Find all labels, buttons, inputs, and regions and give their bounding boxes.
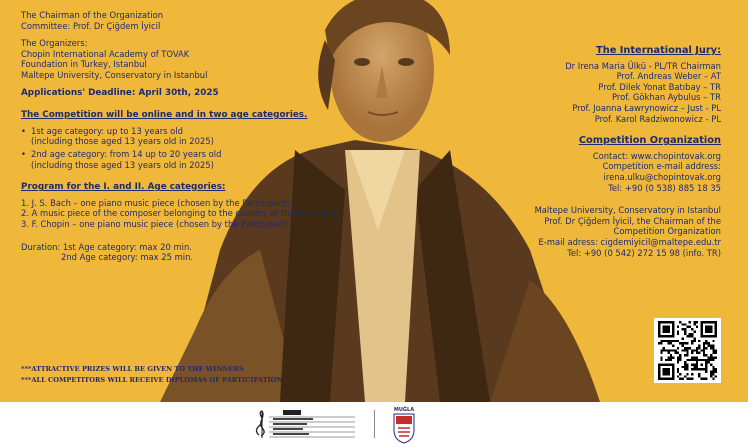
organizers-block bbox=[21, 38, 391, 80]
category-1-line-1: • 1st age category: up to 13 years old bbox=[31, 125, 183, 136]
category-2-line-1: • 2nd age category: from 14 up to 20 years old bbox=[31, 148, 222, 159]
maltepe-line: Maltepe University, Conservatory in Istanbul bbox=[534, 205, 721, 216]
jury-member: Prof. Andreas Weber – AT bbox=[616, 71, 721, 82]
duration-block bbox=[21, 242, 391, 263]
program-item-1: 1. J. S. Bach – one piano music piece (chosen by the Participant) bbox=[21, 197, 291, 208]
maltepe-block bbox=[421, 205, 721, 258]
chairman-block bbox=[21, 10, 391, 31]
qr-code[interactable] bbox=[654, 318, 721, 383]
tovak-logo bbox=[253, 409, 357, 439]
organization-heading: Competition Organization bbox=[578, 135, 721, 147]
jury-member: Dr Irena Maria Ülkü - PL/TR Chairman bbox=[565, 60, 721, 71]
maltepe-line: Prof. Dr Çiğdem İyicil, the Chairman of the bbox=[544, 215, 721, 226]
maltepe-line: Competition Organization bbox=[613, 226, 721, 237]
jury-member: Prof. Karol Radziwonowicz - PL bbox=[594, 113, 721, 124]
category-1-line-2: (including those aged 13 years old in 2025) bbox=[31, 136, 214, 147]
duration-line-2: 2nd Age category: max 25 min. bbox=[61, 252, 194, 263]
chair-line-2: Committee: Prof. Dr Çiğdem İyicil bbox=[21, 20, 161, 31]
contact-phone: Tel: +90 (0 538) 885 18 35 bbox=[608, 182, 721, 193]
qr-code-icon bbox=[657, 321, 718, 380]
jury-member: Prof. Dilek Yonat Batıbay – TR bbox=[598, 81, 721, 92]
deadline-text: Applications' Deadline: April 30th, 2025 bbox=[21, 87, 219, 98]
jury-block bbox=[421, 46, 721, 124]
program-heading: Program for the I. and II. Age categories: bbox=[21, 182, 226, 193]
prizes-notice bbox=[21, 364, 282, 386]
mugla-logo-text: MUĞLA bbox=[393, 407, 415, 413]
chair-line-1: The Chairman of the Organization bbox=[21, 10, 164, 20]
organization-block bbox=[421, 136, 721, 193]
category-2-line-2: (including those aged 13 years old in 2025) bbox=[31, 159, 214, 170]
age-category-list bbox=[21, 126, 391, 170]
maltepe-phone: Tel: +90 (0 542) 272 15 98 (info. TR) bbox=[567, 247, 721, 258]
organizers-title: The Organizers: bbox=[21, 38, 88, 49]
category-1 bbox=[21, 126, 391, 147]
contact-website[interactable]: Contact: www.chopintovak.org bbox=[592, 150, 721, 161]
duration-line-1: Duration: 1st Age category: max 20 min. bbox=[21, 241, 192, 252]
footer-divider bbox=[374, 410, 375, 438]
jury-member: Prof. Joanna Ławrynowicz – Just - PL bbox=[572, 102, 721, 113]
contact-email-label: Competition e-mail address: bbox=[602, 161, 721, 172]
prizes-line-2: ***ALL COMPETITORS WILL RECEIVE DIPLOMAS OF PARTICIPATION bbox=[21, 376, 283, 384]
prizes-line-1: ***ATTRACTIVE PRIZES WILL BE GIVEN TO THE WINNERS bbox=[21, 365, 244, 373]
right-info-column bbox=[421, 46, 721, 266]
category-2 bbox=[21, 149, 391, 170]
left-info-column bbox=[21, 10, 391, 263]
program-item-3: 3. F. Chopin – one piano music piece (chosen by the Participant) bbox=[21, 218, 290, 229]
program-item-2: 2. A music piece of the composer belonging to the country of the Participant bbox=[21, 208, 343, 219]
jury-heading: The International Jury: bbox=[596, 45, 721, 56]
mugla-logo bbox=[392, 404, 416, 444]
program-list bbox=[21, 198, 391, 230]
contact-email[interactable]: irena.ulku@chopintovak.org bbox=[603, 171, 721, 182]
organizers-line-1: Chopin International Academy of TOVAK bbox=[21, 48, 190, 59]
online-heading: The Competition will be online and in two age categories. bbox=[21, 110, 308, 121]
jury-member: Prof. Gökhan Aybulus – TR bbox=[611, 92, 721, 103]
organizers-line-2: Foundation in Turkey, Istanbul bbox=[21, 59, 147, 70]
organizers-line-3: Maltepe University, Conservatory in Istanbul bbox=[21, 69, 208, 80]
maltepe-email[interactable]: E-mail adress: cigdemiyicil@maltepe.edu.tr bbox=[538, 236, 721, 247]
